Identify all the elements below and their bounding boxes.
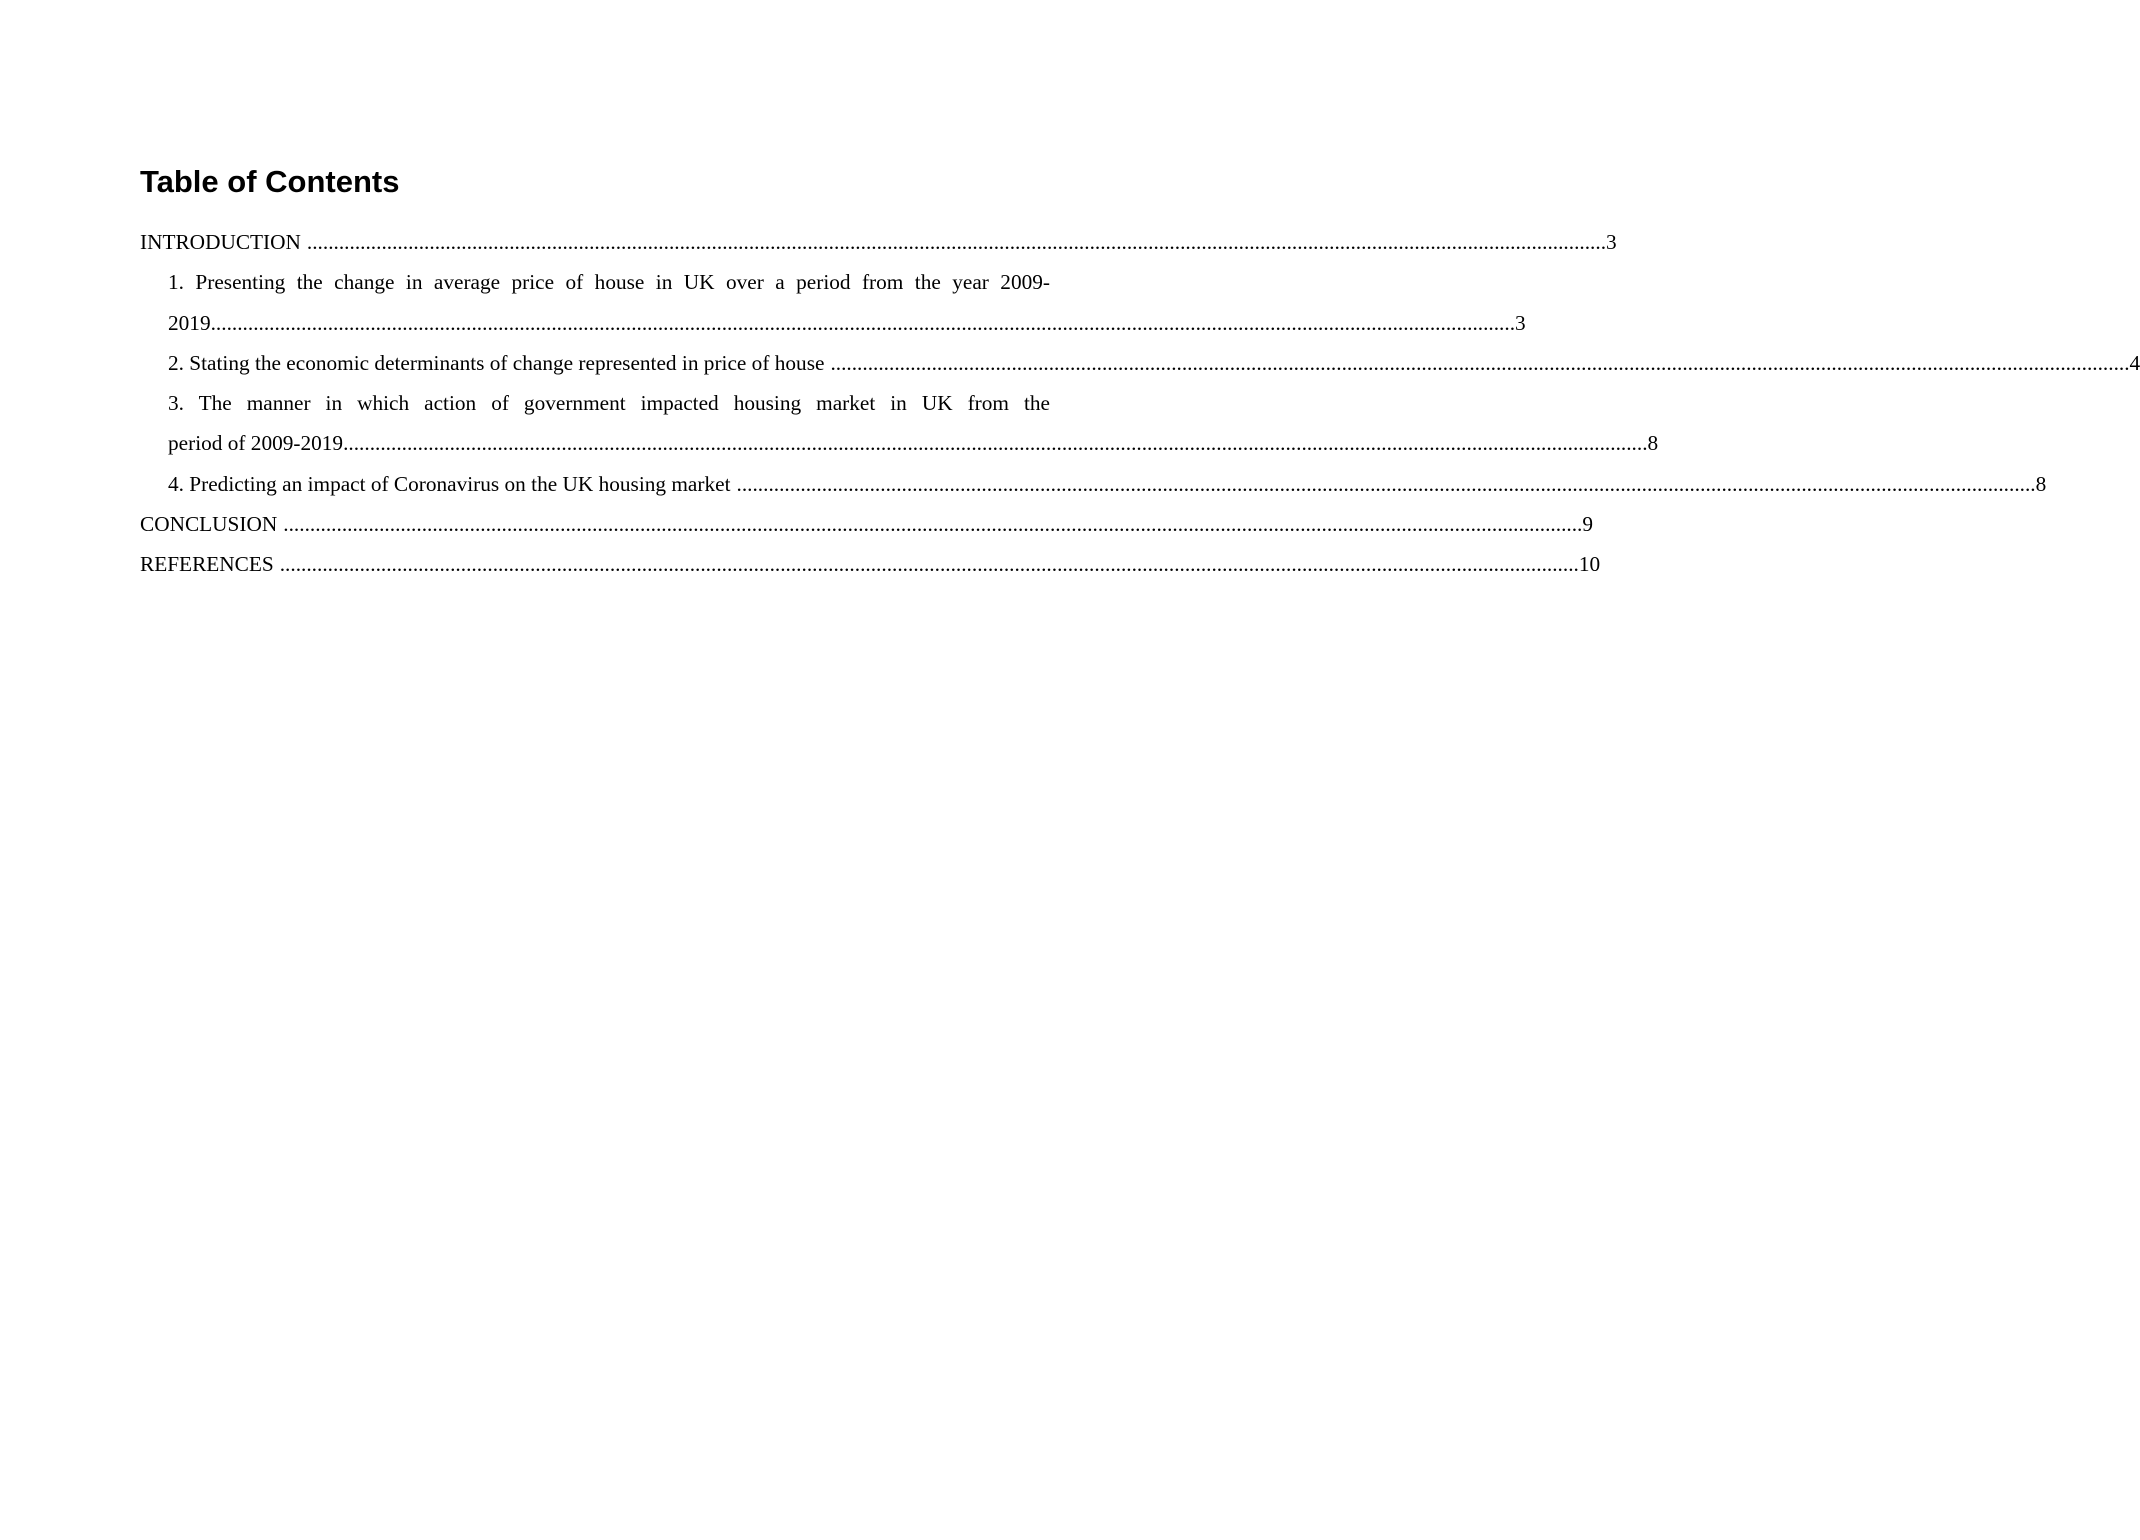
toc-page-number: 10 <box>1578 552 1601 577</box>
toc-entry-label: 2. Stating the economic determinants of change represented in price of house <box>168 350 825 375</box>
dot-leader: .................................................................................................................................................................................................................................................... <box>279 552 1579 577</box>
toc-entry-label: CONCLUSION <box>140 512 278 537</box>
dot-leader: .................................................................................................................................................................................................................................................... <box>736 471 2036 496</box>
toc-entry-government-action[interactable] <box>168 383 1659 464</box>
toc-page-number: 3 <box>1606 230 1617 254</box>
toc-entry-label: 2019. <box>168 310 216 335</box>
toc-entry-coronavirus-impact[interactable] <box>168 464 2047 504</box>
toc-page-number: 8 <box>1647 431 1659 456</box>
toc-page-number: 9 <box>1582 512 1594 537</box>
toc-entry-introduction[interactable] <box>140 222 1617 262</box>
toc-entry-conclusion[interactable] <box>140 504 1594 544</box>
table-of-contents <box>140 222 2140 585</box>
dot-leader: .................................................................................................................................................................................................................................................... <box>306 230 1607 254</box>
toc-entry-references[interactable] <box>140 544 1601 584</box>
toc-entry-economic-determinants[interactable] <box>168 343 2140 383</box>
dot-leader: .................................................................................................................................................................................................................................................... <box>348 431 1648 456</box>
toc-entry-house-price-change[interactable] <box>168 262 1526 343</box>
toc-page-number: 4 <box>2129 350 2140 375</box>
toc-page-number: 3 <box>1515 310 1526 335</box>
dot-leader: .................................................................................................................................................................................................................................................... <box>215 310 1516 335</box>
dot-leader: .................................................................................................................................................................................................................................................... <box>830 350 2130 375</box>
toc-entry-label: 4. Predicting an impact of Coronavirus on the UK housing market <box>168 471 731 496</box>
toc-entry-label: REFERENCES <box>140 552 274 577</box>
toc-entry-label: INTRODUCTION <box>140 230 301 254</box>
toc-entry-label-line: 1. Presenting the change in average price of house in UK over a period from the year 2009- <box>168 270 1050 295</box>
dot-leader: .................................................................................................................................................................................................................................................... <box>283 512 1583 537</box>
toc-heading: Table of Contents <box>140 164 400 199</box>
toc-entry-label: period of 2009-2019. <box>168 431 349 456</box>
toc-entry-label-line: 3. The manner in which action of government impacted housing market in UK from the <box>168 391 1050 416</box>
toc-page-number: 8 <box>2035 471 2047 496</box>
